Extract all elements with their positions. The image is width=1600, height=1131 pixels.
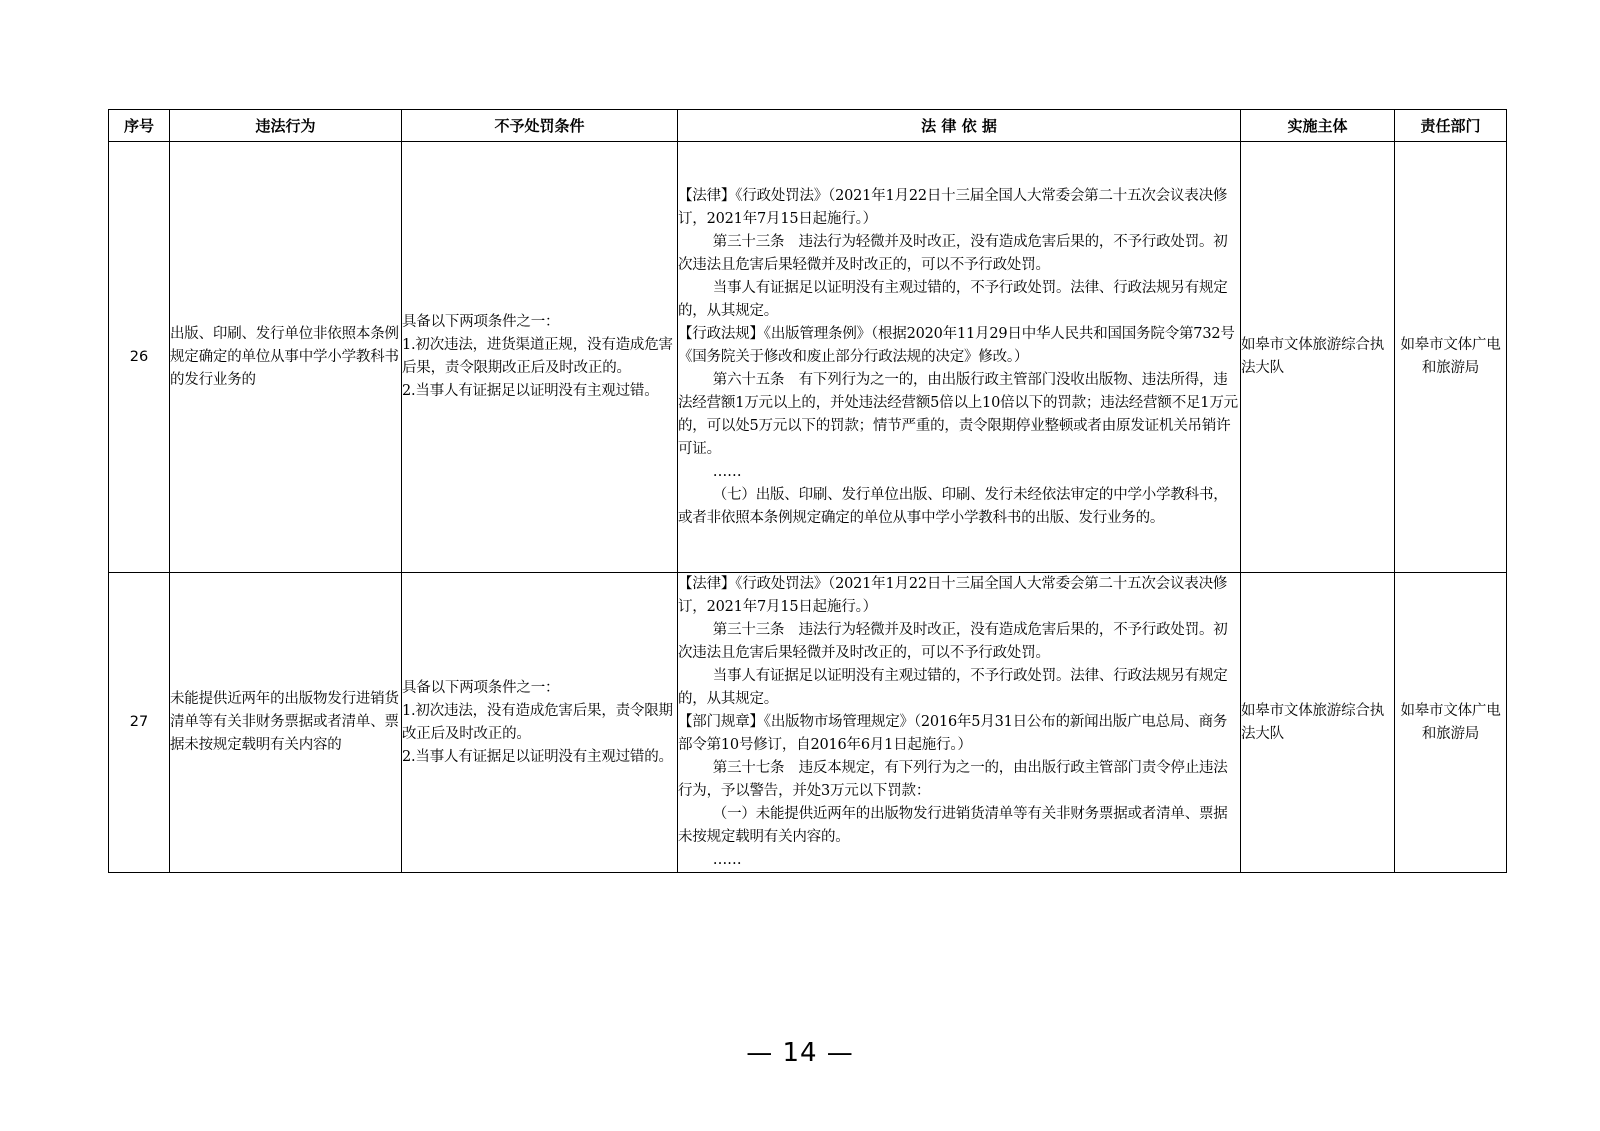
- row-department: 如皋市文体广电和旅游局: [1395, 142, 1507, 573]
- basis-line: 当事人有证据足以证明没有主观过错的，不予行政处罚。法律、行政法规另有规定的，从其规定。: [678, 668, 1228, 707]
- condition-line: 2.当事人有证据足以证明没有主观过错。: [402, 383, 659, 399]
- row-violation: 出版、印刷、发行单位非依照本条例规定确定的单位从事中学小学教科书的发行业务的: [170, 142, 402, 573]
- basis-line: 第三十三条 违法行为轻微并及时改正，没有造成危害后果的，不予行政处罚。初次违法且危害后果轻微并及时改正的，可以不予行政处罚。: [678, 622, 1228, 661]
- condition-line: 1.初次违法，进货渠道正规，没有造成危害后果，责令限期改正后及时改正的。: [402, 337, 673, 376]
- header-seq: 序号: [109, 110, 170, 142]
- page-number: — 14 —: [746, 1038, 854, 1068]
- basis-line: 第六十五条 有下列行为之一的，由出版行政主管部门没收出版物、违法所得，违法经营额1万元以上的，并处违法经营额5倍以上10倍以下的罚款；违法经营额不足1万元的，可以处5万元以下的罚款；情节严重的，责令限期停业整顿或者由原发证机关吊销许可证。: [678, 371, 1238, 457]
- basis-line: （七）出版、印刷、发行单位出版、印刷、发行未经依法审定的中学小学教科书，或者非依照本条例规定确定的单位从事中学小学教科书的出版、发行业务的。: [678, 486, 1228, 526]
- condition-line: 具备以下两项条件之一：: [402, 679, 560, 696]
- basis-line: 【法律】《行政处罚法》（2021年1月22日十三届全国人大常委会第二十五次会议表决修订，2021年7月15日起施行。）: [678, 576, 1228, 615]
- row-seq: 27: [109, 573, 170, 873]
- basis-line: ……: [712, 852, 742, 868]
- condition-line: 1.初次违法，没有造成危害后果，责令限期改正后及时改正的。: [402, 702, 673, 742]
- penalty-exemption-table: [108, 109, 1507, 873]
- header-legal-basis: 法 律 依 据: [678, 110, 1241, 142]
- row-legal-basis: [678, 573, 1241, 873]
- row-condition: [402, 573, 678, 873]
- basis-line: 【行政法规】《出版管理条例》（根据2020年11月29日中华人民共和国国务院令第732号《国务院关于修改和废止部分行政法规的决定》修改。）: [678, 325, 1235, 365]
- basis-line: 第三十三条 违法行为轻微并及时改正，没有造成危害后果的，不予行政处罚。初次违法且危害后果轻微并及时改正的，可以不予行政处罚。: [678, 233, 1228, 273]
- row-seq: 26: [109, 142, 170, 573]
- row-condition: [402, 142, 678, 573]
- basis-line: 【部门规章】《出版物市场管理规定》（2016年5月31日公布的新闻出版广电总局、商务部令第10号修订，自2016年6月1日起施行。）: [678, 714, 1228, 753]
- table-row: [109, 142, 1507, 573]
- condition-line: 2.当事人有证据足以证明没有主观过错的。: [402, 748, 673, 765]
- header-entity: 实施主体: [1241, 110, 1395, 142]
- row-department: 如皋市文体广电和旅游局: [1395, 573, 1507, 873]
- basis-line: 第三十七条 违反本规定，有下列行为之一的，由出版行政主管部门责令停止违法行为，予以警告，并处3万元以下罚款：: [678, 760, 1228, 799]
- basis-line: 【法律】《行政处罚法》（2021年1月22日十三届全国人大常委会第二十五次会议表决修订，2021年7月15日起施行。）: [678, 187, 1228, 227]
- row-violation: 未能提供近两年的出版物发行进销货清单等有关非财务票据或者清单、票据未按规定载明有关内容的: [170, 573, 402, 873]
- row-entity: 如皋市文体旅游综合执法大队: [1241, 142, 1395, 573]
- basis-line: （一）未能提供近两年的出版物发行进销货清单等有关非财务票据或者清单、票据未按规定载明有关内容的。: [678, 806, 1228, 845]
- table-row: [109, 573, 1507, 873]
- table-header-row: [109, 110, 1507, 142]
- row-legal-basis: [678, 142, 1241, 573]
- condition-line: 具备以下两项条件之一：: [402, 314, 560, 330]
- header-department: 责任部门: [1395, 110, 1507, 142]
- basis-line: 当事人有证据足以证明没有主观过错的，不予行政处罚。法律、行政法规另有规定的，从其规定。: [678, 279, 1228, 319]
- row-entity: 如皋市文体旅游综合执法大队: [1241, 573, 1395, 873]
- basis-line: ……: [712, 463, 742, 480]
- header-violation: 违法行为: [170, 110, 402, 142]
- header-condition: 不予处罚条件: [402, 110, 678, 142]
